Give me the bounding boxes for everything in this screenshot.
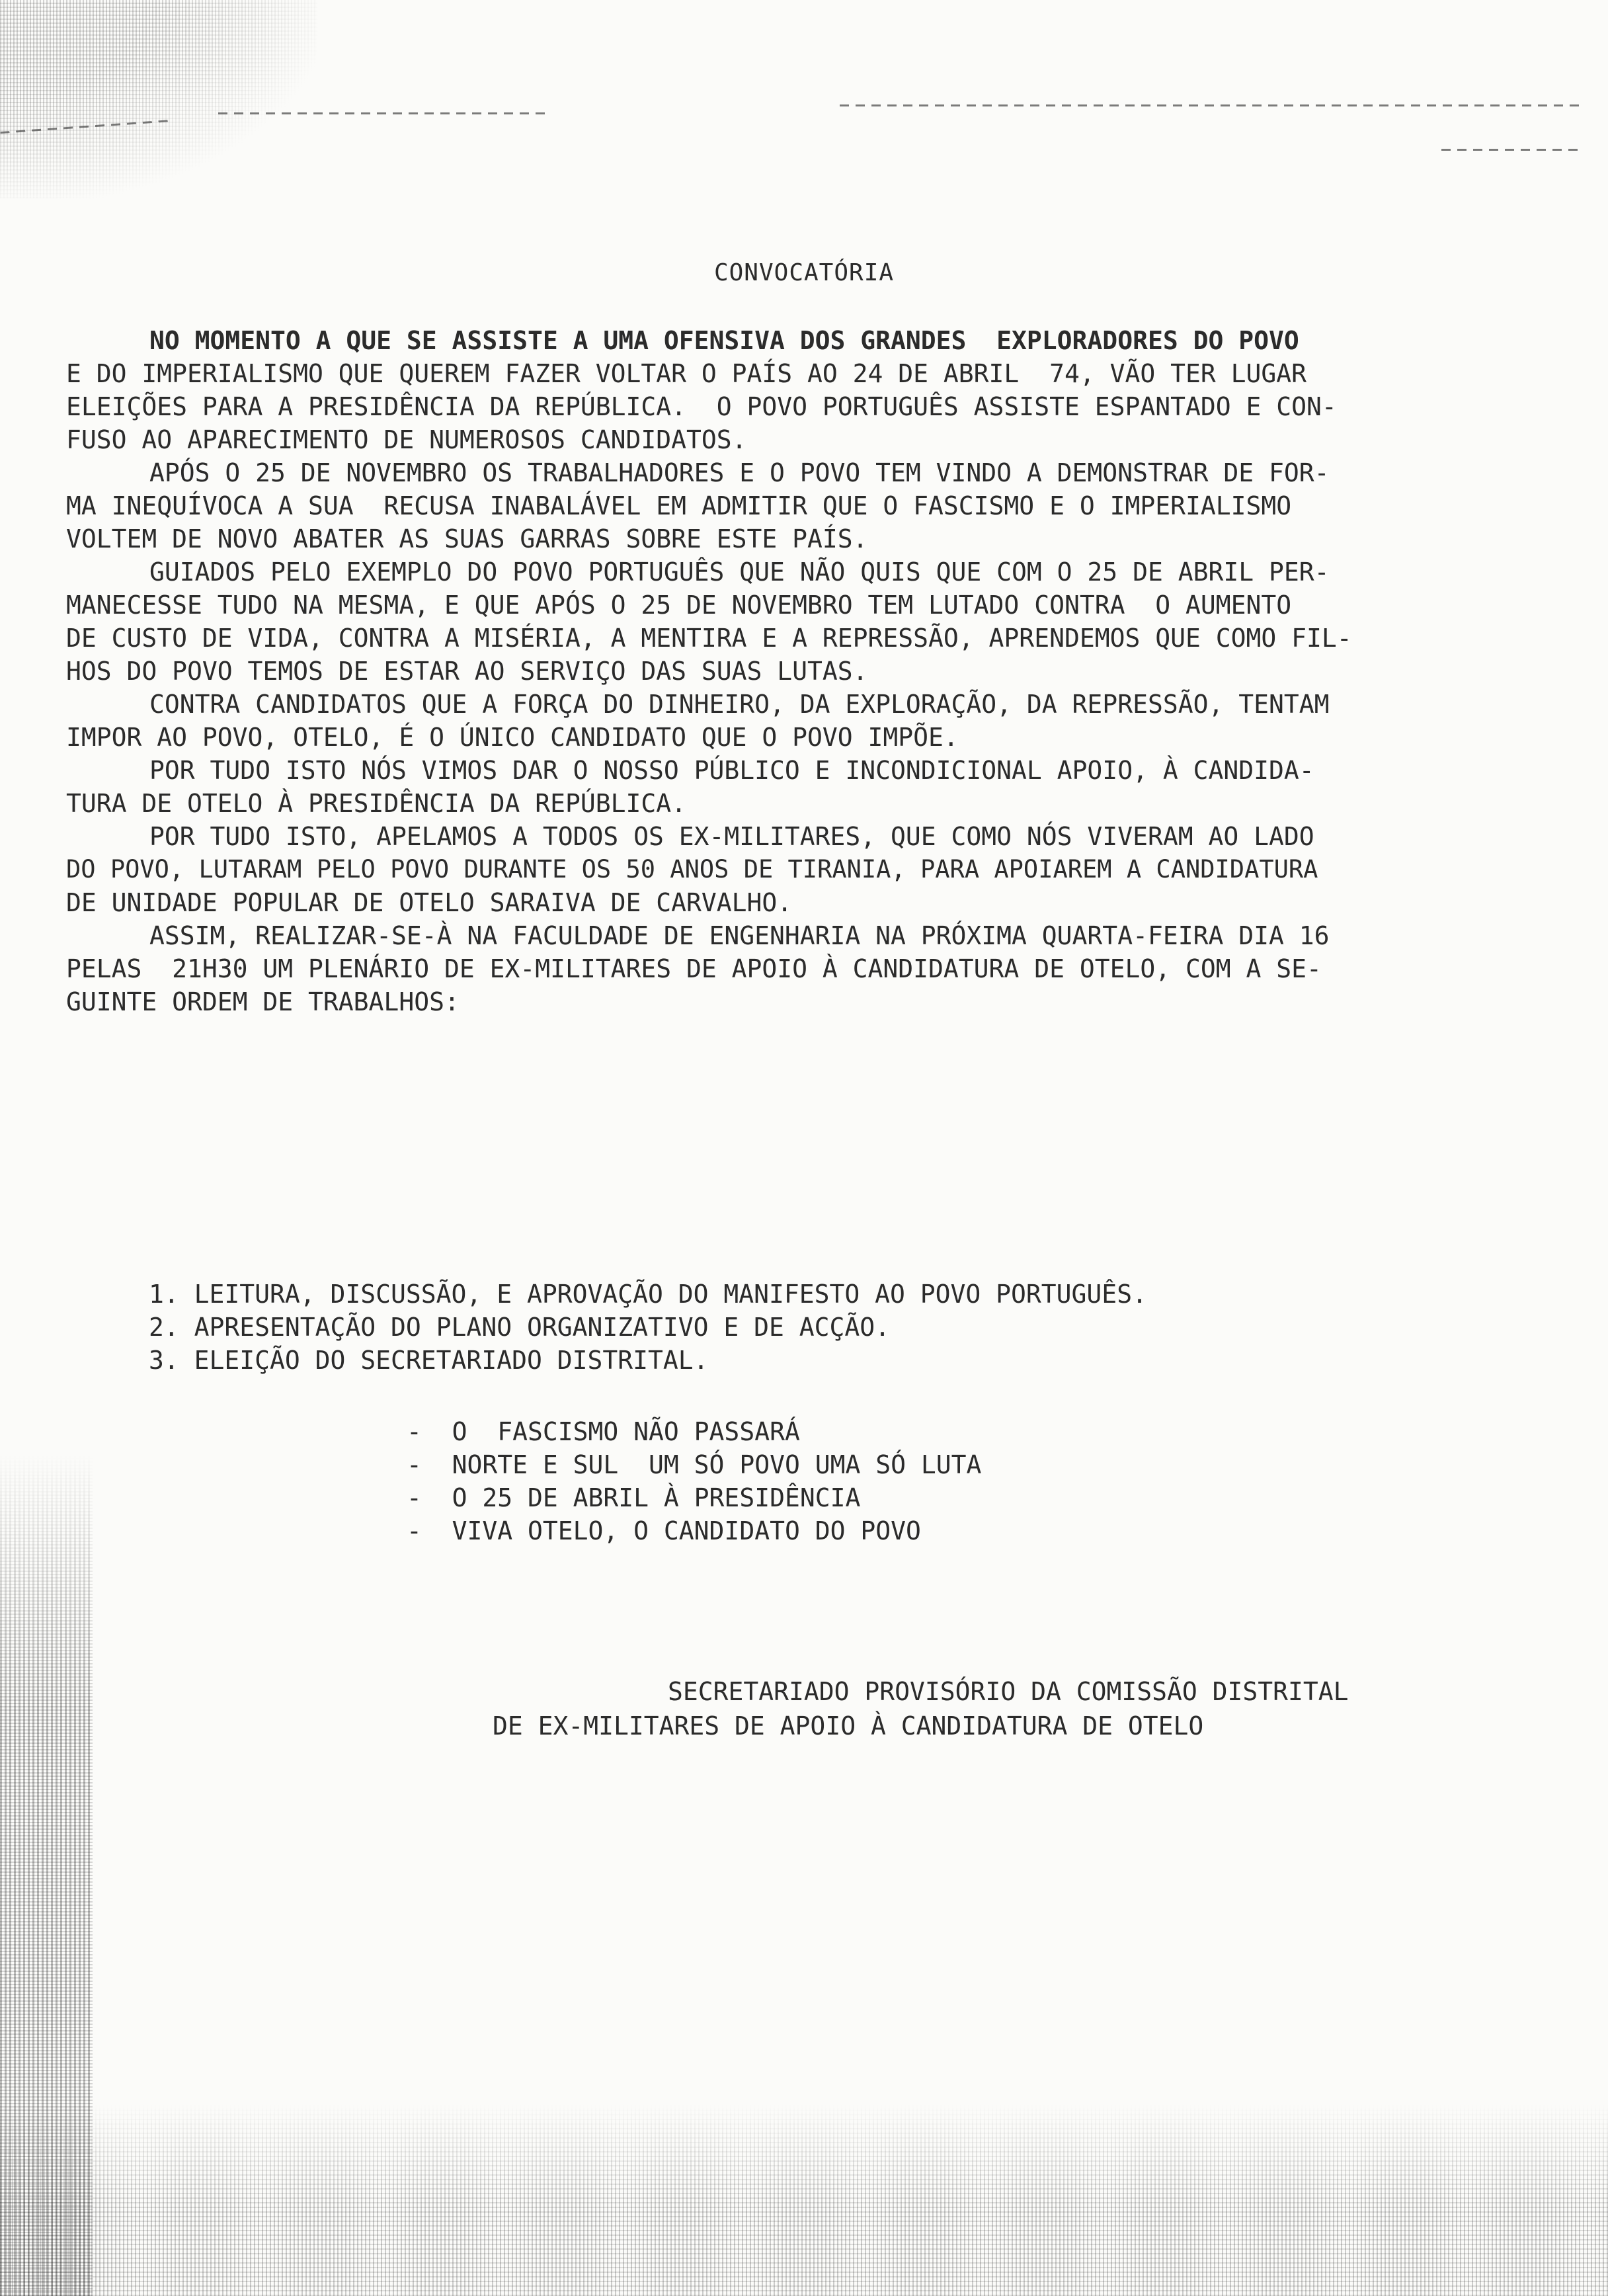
- signature-line: DE EX-MILITARES DE APOIO À CANDIDATURA DE OTELO: [493, 1711, 1204, 1741]
- paragraph-line: PELAS 21H30 UM PLENÁRIO DE EX-MILITARES DE APOIO À CANDIDATURA DE OTELO, COM A SE-: [66, 954, 1322, 983]
- header-dash-line: [218, 112, 549, 114]
- paragraph-line: GUIADOS PELO EXEMPLO DO POVO PORTUGUÊS QUE NÃO QUIS QUE COM O 25 DE ABRIL PER-: [149, 557, 1330, 587]
- signature-line: SECRETARIADO PROVISÓRIO DA COMISSÃO DISTRITAL: [668, 1677, 1349, 1706]
- paragraph-line: DO POVO, LUTARAM PELO POVO DURANTE OS 50 ANOS DE TIRANIA, PARA APOIAREM A CANDIDATURA: [66, 855, 1318, 883]
- paragraph-line: TURA DE OTELO À PRESIDÊNCIA DA REPÚBLICA.: [66, 789, 686, 818]
- paragraph-line: APÓS O 25 DE NOVEMBRO OS TRABALHADORES E O POVO TEM VINDO A DEMONSTRAR DE FOR-: [149, 458, 1330, 487]
- document-body: [66, 324, 1547, 1018]
- paragraph-line: VOLTEM DE NOVO ABATER AS SUAS GARRAS SOBRE ESTE PAÍS.: [66, 524, 868, 554]
- scan-noise-bottom-edge: [0, 2103, 1608, 2296]
- slogan-item: - O FASCISMO NÃO PASSARÁ: [407, 1417, 800, 1446]
- header-dash-line: [1441, 149, 1580, 151]
- paragraph-line: ASSIM, REALIZAR-SE-À NA FACULDADE DE ENGENHARIA NA PRÓXIMA QUARTA-FEIRA DIA 16: [149, 921, 1330, 950]
- paragraph-line: GUINTE ORDEM DE TRABALHOS:: [66, 987, 460, 1016]
- paragraph-line: CONTRA CANDIDATOS QUE A FORÇA DO DINHEIRO, DA EXPLORAÇÃO, DA REPRESSÃO, TENTAM: [149, 690, 1330, 719]
- paragraph-line: DE CUSTO DE VIDA, CONTRA A MISÉRIA, A MENTIRA E A REPRESSÃO, APRENDEMOS QUE COMO FIL-: [66, 624, 1352, 653]
- document-title: CONVOCATÓRIA: [713, 259, 895, 286]
- paragraph-line: HOS DO POVO TEMOS DE ESTAR AO SERVIÇO DAS SUAS LUTAS.: [66, 657, 868, 686]
- paragraph-line: NO MOMENTO A QUE SE ASSISTE A UMA OFENSIVA DOS GRANDES EXPLORADORES DO POVO: [149, 326, 1299, 355]
- slogan-item: - VIVA OTELO, O CANDIDATO DO POVO: [407, 1516, 921, 1545]
- slogan-item: - NORTE E SUL UM SÓ POVO UMA SÓ LUTA: [407, 1450, 982, 1479]
- agenda-list: [149, 1278, 1147, 1377]
- paragraph-line: POR TUDO ISTO NÓS VIMOS DAR O NOSSO PÚBLICO E INCONDICIONAL APOIO, À CANDIDA-: [149, 756, 1314, 785]
- paragraph-line: FUSO AO APARECIMENTO DE NUMEROSOS CANDIDATOS.: [66, 425, 747, 454]
- slogan-item: - O 25 DE ABRIL À PRESIDÊNCIA: [407, 1483, 861, 1512]
- paragraph-line: DE UNIDADE POPULAR DE OTELO SARAIVA DE CARVALHO.: [66, 888, 793, 917]
- paragraph-line: ELEIÇÕES PARA A PRESIDÊNCIA DA REPÚBLICA. O POVO PORTUGUÊS ASSISTE ESPANTADO E CON-: [66, 392, 1337, 421]
- agenda-item: 2. APRESENTAÇÃO DO PLANO ORGANIZATIVO E DE ACÇÃO.: [149, 1313, 891, 1342]
- header-dash-line: [840, 104, 1580, 106]
- paragraph-line: E DO IMPERIALISMO QUE QUEREM FAZER VOLTAR O PAÍS AO 24 DE ABRIL 74, VÃO TER LUGAR: [66, 359, 1306, 388]
- paragraph-line: MA INEQUÍVOCA A SUA RECUSA INABALÁVEL EM ADMITIR QUE O FASCISMO E O IMPERIALISMO: [66, 491, 1292, 520]
- paragraph-line: MANECESSE TUDO NA MESMA, E QUE APÓS O 25 DE NOVEMBRO TEM LUTADO CONTRA O AUMENTO: [66, 591, 1292, 620]
- agenda-item: 3. ELEIÇÃO DO SECRETARIADO DISTRITAL.: [149, 1346, 709, 1375]
- slogan-list: [407, 1415, 981, 1547]
- paragraph-line: IMPOR AO POVO, OTELO, É O ÚNICO CANDIDATO QUE O POVO IMPÕE.: [66, 723, 959, 752]
- agenda-item: 1. LEITURA, DISCUSSÃO, E APROVAÇÃO DO MANIFESTO AO POVO PORTUGUÊS.: [149, 1280, 1147, 1309]
- scan-noise-top-left: [0, 0, 317, 198]
- paragraph-line: POR TUDO ISTO, APELAMOS A TODOS OS EX-MILITARES, QUE COMO NÓS VIVERAM AO LADO: [149, 822, 1314, 851]
- signature-block: [0, 1674, 1608, 1743]
